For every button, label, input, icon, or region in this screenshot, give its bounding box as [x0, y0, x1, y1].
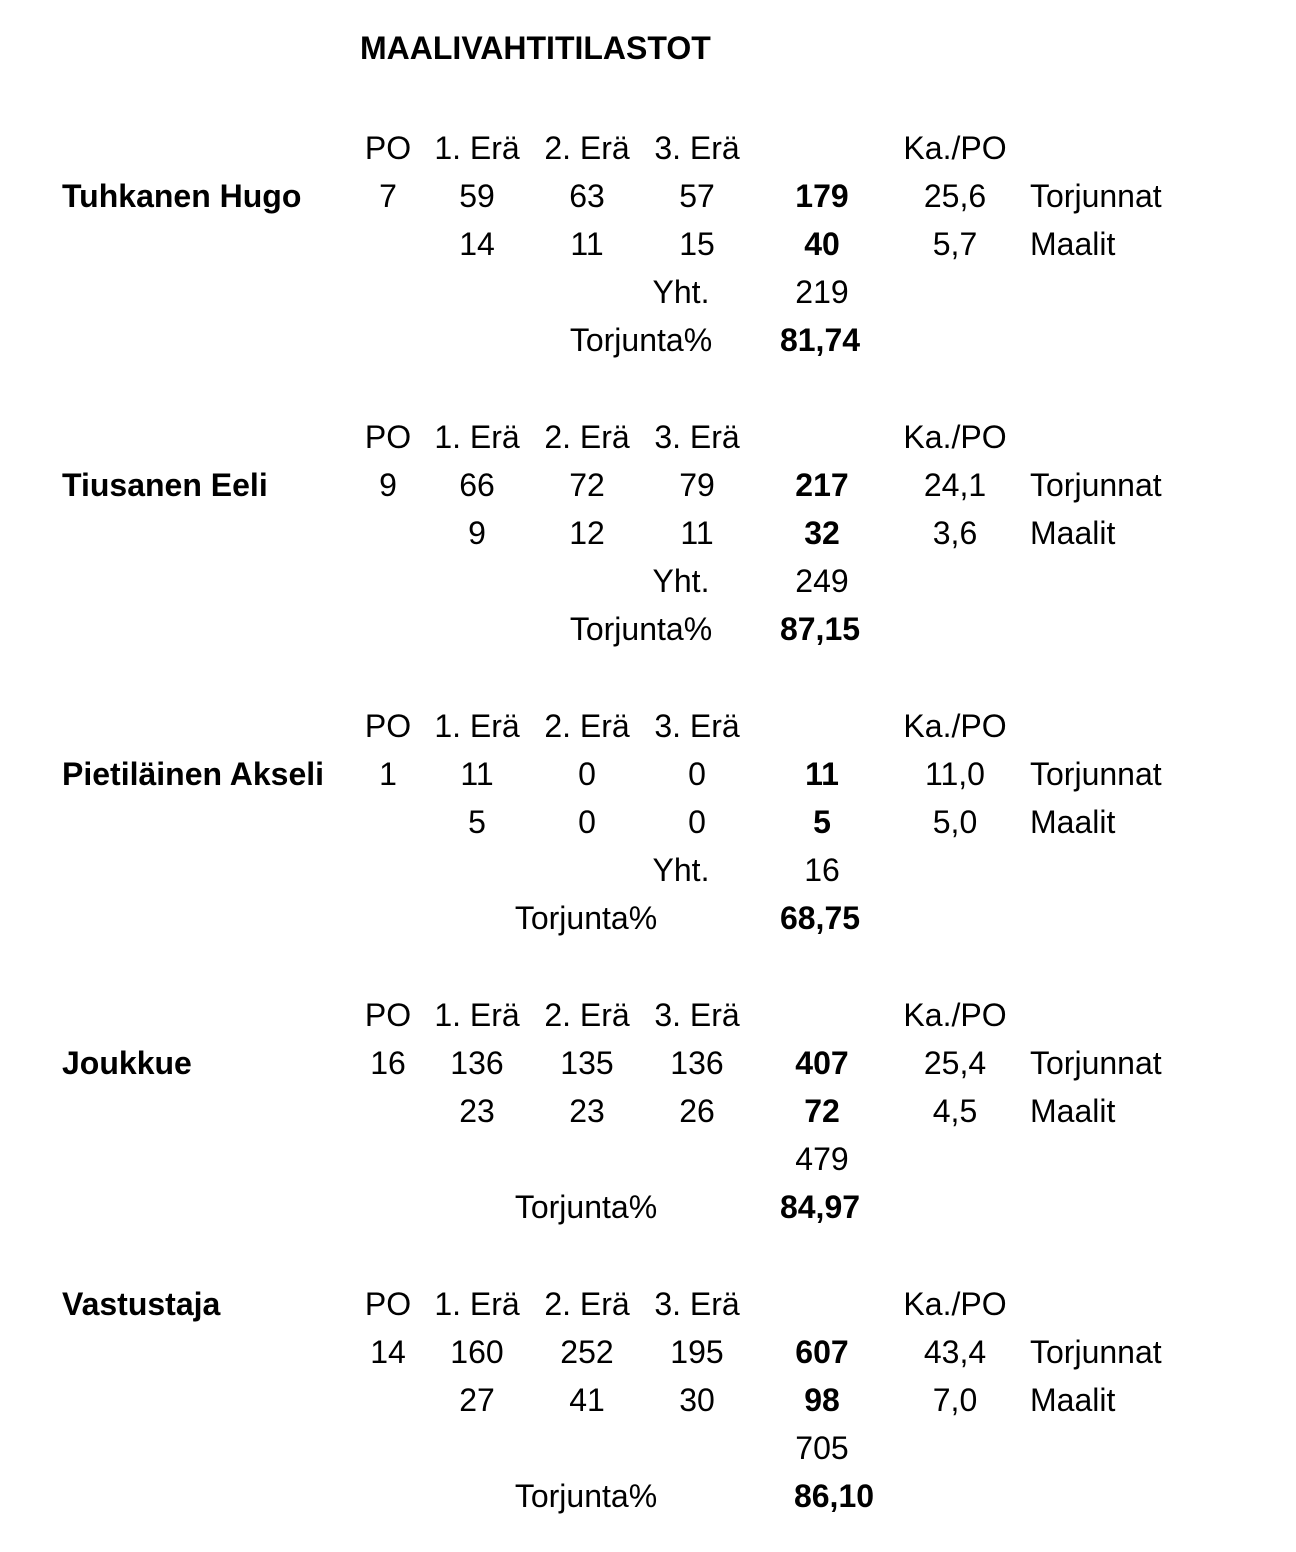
total-label: Yht. — [652, 852, 710, 888]
games-played: 9 — [379, 467, 397, 503]
shots-total: 479 — [795, 1141, 849, 1177]
goals-label: Maalit — [1030, 1093, 1116, 1129]
goals-period-2: 11 — [570, 226, 604, 262]
header-era-2: 2. Erä — [544, 997, 630, 1033]
save-pct-value: 86,10 — [793, 1478, 875, 1514]
saves-total: 607 — [795, 1334, 849, 1370]
saves-period-1: 11 — [460, 756, 494, 792]
goals-period-3: 0 — [688, 804, 706, 840]
saves-period-1: 59 — [459, 178, 495, 214]
goals-period-3: 11 — [680, 515, 714, 551]
saves-label: Torjunnat — [1030, 178, 1162, 214]
total-label: Yht. — [652, 563, 710, 599]
saves-total: 11 — [805, 756, 839, 792]
saves-period-2: 135 — [560, 1045, 614, 1081]
goals-period-1: 5 — [468, 804, 486, 840]
games-played: 16 — [370, 1045, 406, 1081]
goals-period-1: 27 — [459, 1382, 495, 1418]
saves-period-3: 195 — [670, 1334, 724, 1370]
goals-total: 5 — [813, 804, 831, 840]
header-ka-po: Ka./PO — [903, 419, 1007, 455]
saves-period-1: 66 — [459, 467, 495, 503]
header-era-1: 1. Erä — [434, 1286, 520, 1322]
saves-average: 11,0 — [925, 756, 985, 792]
header-ka-po: Ka./PO — [903, 708, 1007, 744]
save-pct-value: 84,97 — [779, 1189, 861, 1225]
header-po: PO — [364, 130, 412, 166]
goals-label: Maalit — [1030, 1382, 1116, 1418]
goals-average: 5,0 — [932, 804, 978, 840]
total-label: Yht. — [652, 274, 710, 310]
header-po: PO — [364, 708, 412, 744]
header-era-3: 3. Erä — [654, 708, 740, 744]
goals-period-3: 30 — [679, 1382, 715, 1418]
shots-total: 219 — [795, 274, 849, 310]
saves-period-3: 57 — [679, 178, 715, 214]
saves-period-2: 0 — [578, 756, 596, 792]
header-era-3: 3. Erä — [654, 997, 740, 1033]
saves-average: 24,1 — [923, 467, 987, 503]
saves-period-1: 136 — [450, 1045, 504, 1081]
saves-label: Torjunnat — [1030, 467, 1162, 503]
goals-average: 7,0 — [932, 1382, 978, 1418]
saves-label: Torjunnat — [1030, 756, 1162, 792]
games-played: 7 — [379, 178, 397, 214]
shots-total: 705 — [795, 1430, 849, 1466]
saves-average: 25,4 — [923, 1045, 987, 1081]
goals-period-1: 9 — [468, 515, 486, 551]
saves-label: Torjunnat — [1030, 1045, 1162, 1081]
goals-average: 4,5 — [932, 1093, 978, 1129]
header-era-1: 1. Erä — [434, 130, 520, 166]
header-po: PO — [364, 997, 412, 1033]
header-ka-po: Ka./PO — [903, 997, 1007, 1033]
save-pct-value: 81,74 — [779, 322, 861, 358]
goals-period-1: 23 — [459, 1093, 495, 1129]
goals-average: 5,7 — [932, 226, 978, 262]
saves-label: Torjunnat — [1030, 1334, 1162, 1370]
goals-average: 3,6 — [932, 515, 978, 551]
header-ka-po: Ka./PO — [903, 1286, 1007, 1322]
row-name: Pietiläinen Akseli — [62, 756, 325, 792]
saves-total: 217 — [795, 467, 849, 503]
header-po: PO — [364, 1286, 412, 1322]
save-pct-label: Torjunta% — [569, 322, 713, 358]
header-era-3: 3. Erä — [654, 130, 740, 166]
save-pct-label: Torjunta% — [514, 1478, 658, 1514]
row-name: Tiusanen Eeli — [62, 467, 268, 503]
row-name: Vastustaja — [62, 1286, 221, 1322]
goals-period-2: 0 — [578, 804, 596, 840]
header-era-3: 3. Erä — [654, 419, 740, 455]
goals-period-3: 26 — [679, 1093, 715, 1129]
goals-period-2: 41 — [569, 1382, 605, 1418]
goals-period-1: 14 — [459, 226, 495, 262]
goals-total: 32 — [804, 515, 840, 551]
goals-period-3: 15 — [679, 226, 715, 262]
shots-total: 16 — [804, 852, 840, 888]
saves-period-3: 136 — [670, 1045, 724, 1081]
saves-period-2: 252 — [560, 1334, 614, 1370]
row-name: Joukkue — [62, 1045, 192, 1081]
goals-total: 40 — [804, 226, 840, 262]
header-era-3: 3. Erä — [654, 1286, 740, 1322]
header-era-2: 2. Erä — [544, 130, 630, 166]
games-played: 14 — [370, 1334, 406, 1370]
header-era-1: 1. Erä — [434, 419, 520, 455]
shots-total: 249 — [795, 563, 849, 599]
goals-label: Maalit — [1030, 804, 1116, 840]
saves-total: 407 — [795, 1045, 849, 1081]
header-era-2: 2. Erä — [544, 708, 630, 744]
saves-period-3: 79 — [679, 467, 715, 503]
goals-label: Maalit — [1030, 226, 1116, 262]
saves-total: 179 — [795, 178, 849, 214]
save-pct-value: 68,75 — [779, 900, 861, 936]
header-era-1: 1. Erä — [434, 997, 520, 1033]
save-pct-label: Torjunta% — [514, 1189, 658, 1225]
goals-period-2: 12 — [569, 515, 605, 551]
goals-total: 72 — [804, 1093, 840, 1129]
header-era-2: 2. Erä — [544, 1286, 630, 1322]
goals-period-2: 23 — [569, 1093, 605, 1129]
header-era-1: 1. Erä — [434, 708, 520, 744]
save-pct-value: 87,15 — [779, 611, 861, 647]
saves-average: 25,6 — [923, 178, 987, 214]
page-title: MAALIVAHTITILASTOT — [360, 30, 711, 66]
saves-period-2: 72 — [569, 467, 605, 503]
save-pct-label: Torjunta% — [569, 611, 713, 647]
saves-average: 43,4 — [923, 1334, 987, 1370]
save-pct-label: Torjunta% — [514, 900, 658, 936]
saves-period-2: 63 — [569, 178, 605, 214]
header-era-2: 2. Erä — [544, 419, 630, 455]
saves-period-1: 160 — [450, 1334, 504, 1370]
row-name: Tuhkanen Hugo — [62, 178, 302, 214]
goals-label: Maalit — [1030, 515, 1116, 551]
saves-period-3: 0 — [688, 756, 706, 792]
header-ka-po: Ka./PO — [903, 130, 1007, 166]
header-po: PO — [364, 419, 412, 455]
goals-total: 98 — [804, 1382, 840, 1418]
games-played: 1 — [379, 756, 397, 792]
